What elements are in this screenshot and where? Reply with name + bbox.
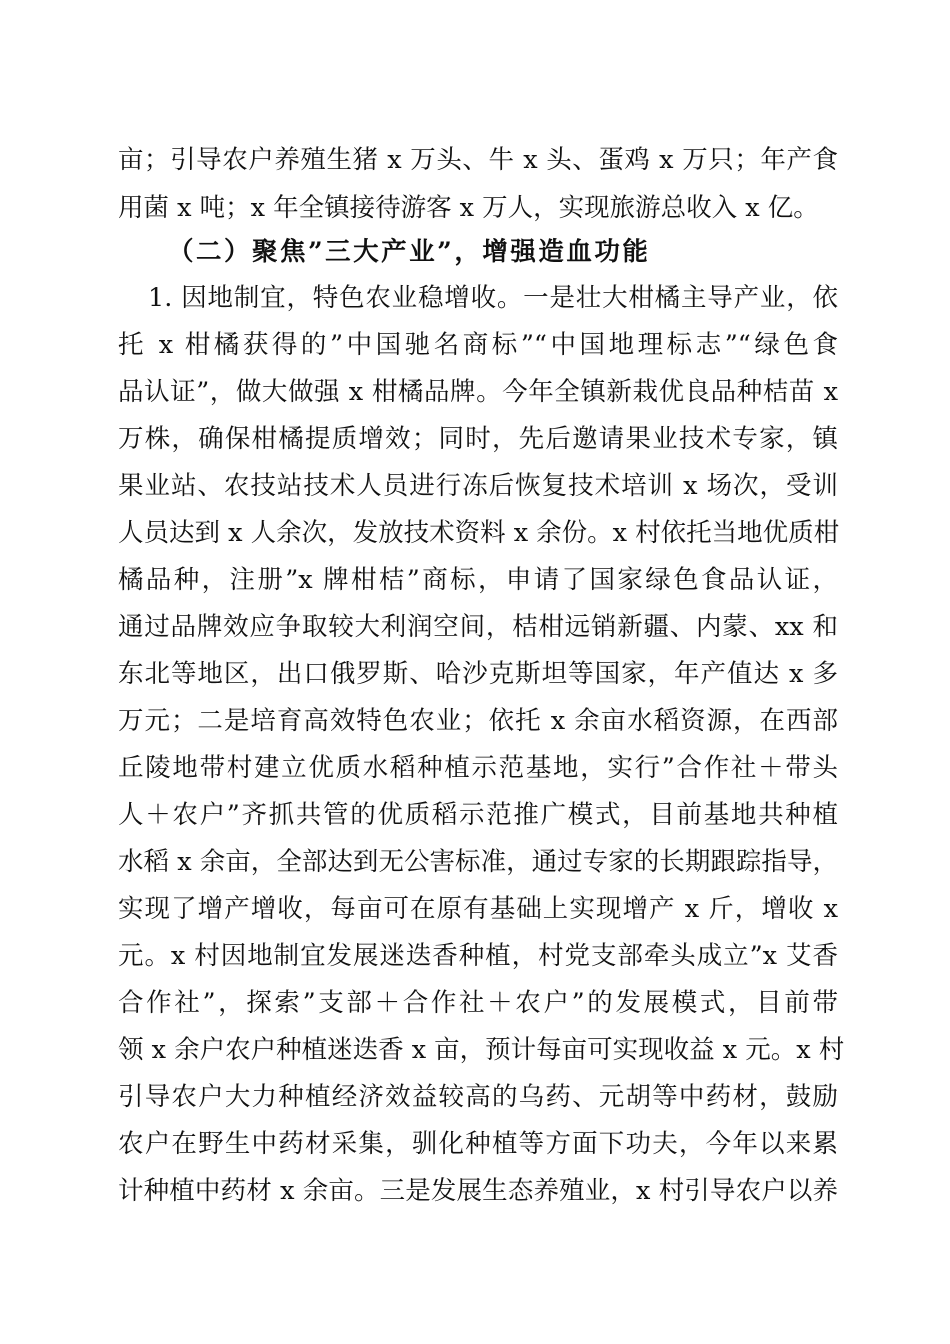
body-line: 领 x 余户农户种植迷迭香 x 亩，预计每亩可实现收益 x 元。x 村 [118,1035,845,1065]
body-line: 实现了增产增收，每亩可在原有基础上实现增产 x 斤，增收 x [118,894,838,924]
body-line: 计种植中药材 x 余亩。三是发展生态养殖业，x 村引导农户以养 [118,1176,838,1206]
body-line: 引导农户大力种植经济效益较高的乌药、元胡等中药材，鼓励 [118,1082,838,1112]
body-line: 丘陵地带村建立优质水稻种植示范基地，实行”合作社＋带头 [118,753,838,783]
body-line: 品认证”，做大做强 x 柑橘品牌。今年全镇新栽优良品种桔苗 x [118,377,838,407]
body-line: 亩；引导农户养殖生猪 x 万头、牛 x 头、蛋鸡 x 万只；年产食 [118,145,838,175]
body-line: 合作社”，探索”支部＋合作社＋农户”的发展模式，目前带 [118,988,838,1018]
body-line: 东北等地区，出口俄罗斯、哈沙克斯坦等国家，年产值达 x 多 [118,659,838,689]
body-line: 万株，确保柑橘提质增效；同时，先后邀请果业技术专家，镇 [118,424,838,454]
body-line: 用菌 x 吨；x 年全镇接待游客 x 万人，实现旅游总收入 x 亿。 [118,193,819,223]
body-line: 通过品牌效应争取较大利润空间，桔柑远销新疆、内蒙、xx 和 [118,612,838,642]
body-line: 人员达到 x 人余次，发放技术资料 x 余份。x 村依托当地优质柑 [118,518,840,548]
body-line: 托 x 柑橘获得的”中国驰名商标”“中国地理标志”“绿色食 [118,330,838,360]
body-line: 人＋农户”齐抓共管的优质稻示范推广模式，目前基地共种植 [118,800,838,830]
body-line: 果业站、农技站技术人员进行冻后恢复技术培训 x 场次，受训 [118,471,838,501]
body-line: 万元；二是培育高效特色农业；依托 x 余亩水稻资源，在西部 [118,706,838,736]
body-line: 农户在野生中药材采集，驯化种植等方面下功夫，今年以来累 [118,1129,838,1159]
section-heading: （二）聚焦”三大产业”，增强造血功能 [168,237,651,267]
paragraph-first-line: 1. 因地制宜，特色农业稳增收。一是壮大柑橘主导产业，依 [148,283,838,313]
body-line: 元。x 村因地制宜发展迷迭香种植，村党支部牵头成立”x 艾香 [118,941,838,971]
body-line: 水稻 x 余亩，全部达到无公害标准，通过专家的长期跟踪指导， [118,847,838,877]
body-line: 橘品种，注册”x 牌柑桔”商标，申请了国家绿色食品认证， [118,565,838,595]
